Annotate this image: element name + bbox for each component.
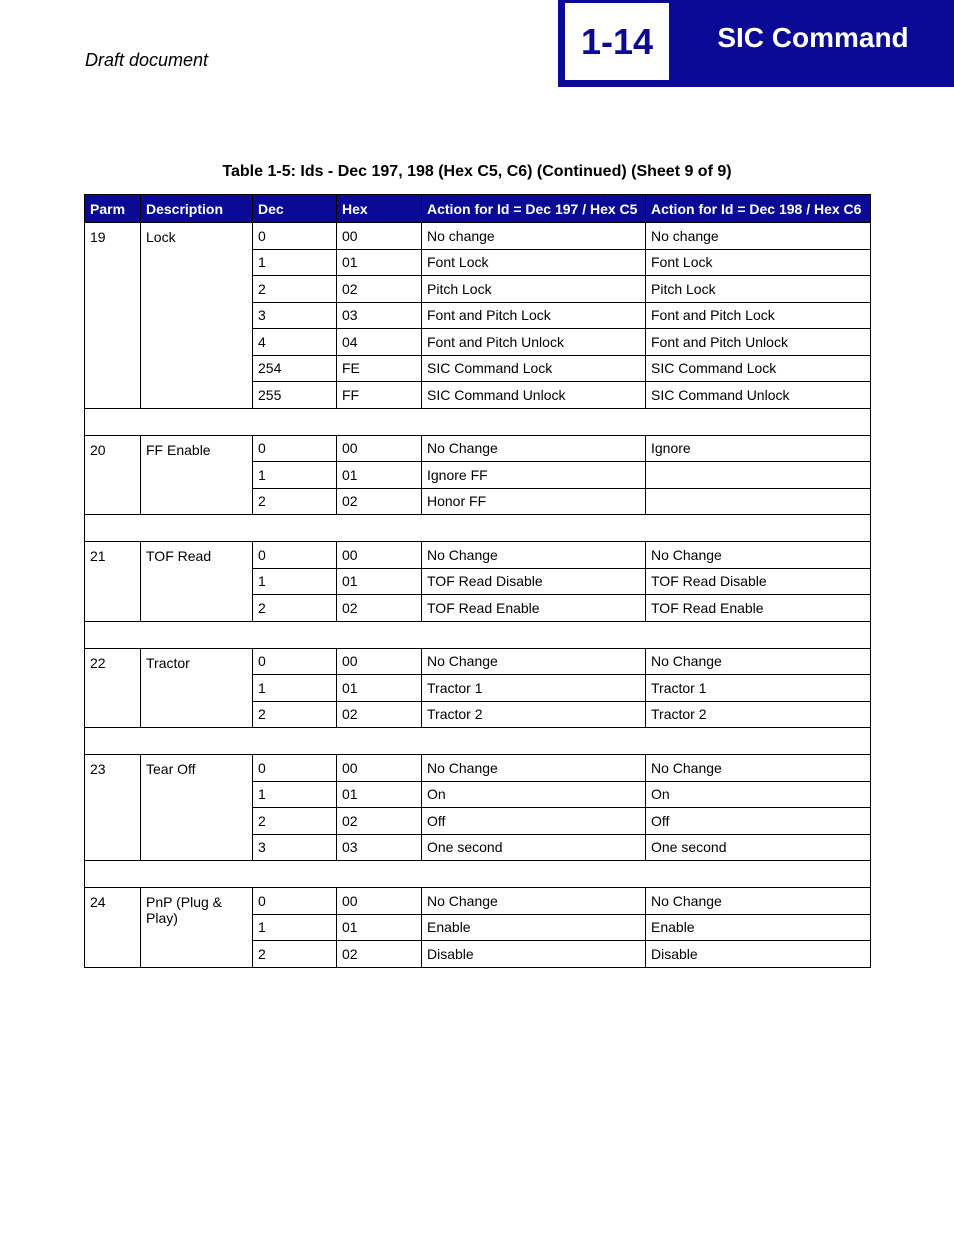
action-c5-cell: On bbox=[422, 781, 646, 808]
group-separator-row bbox=[85, 621, 871, 648]
page-number: 1-14 bbox=[565, 3, 669, 80]
dec-cell: 4 bbox=[253, 329, 337, 356]
action-c5-cell: No change bbox=[422, 223, 646, 250]
action-c6-cell: Enable bbox=[646, 914, 871, 941]
dec-cell: 1 bbox=[253, 249, 337, 276]
action-c6-cell: Disable bbox=[646, 941, 871, 968]
hex-cell: 00 bbox=[337, 648, 422, 675]
action-c6-cell: TOF Read Enable bbox=[646, 595, 871, 622]
dec-cell: 2 bbox=[253, 595, 337, 622]
hex-cell: 01 bbox=[337, 249, 422, 276]
dec-cell: 255 bbox=[253, 382, 337, 409]
dec-cell: 0 bbox=[253, 223, 337, 250]
group-separator-row bbox=[85, 728, 871, 755]
hex-cell: 03 bbox=[337, 302, 422, 329]
action-c6-cell: On bbox=[646, 781, 871, 808]
action-c6-cell: One second bbox=[646, 834, 871, 861]
hex-cell: 03 bbox=[337, 834, 422, 861]
action-c6-cell: Font Lock bbox=[646, 249, 871, 276]
action-c6-cell: Tractor 2 bbox=[646, 701, 871, 728]
hex-cell: 01 bbox=[337, 914, 422, 941]
table-header-row bbox=[85, 195, 871, 223]
dec-cell: 2 bbox=[253, 488, 337, 515]
action-c5-cell: Enable bbox=[422, 914, 646, 941]
dec-cell: 0 bbox=[253, 888, 337, 915]
action-c5-cell: TOF Read Enable bbox=[422, 595, 646, 622]
dec-cell: 254 bbox=[253, 355, 337, 382]
action-c5-cell: TOF Read Disable bbox=[422, 568, 646, 595]
dec-cell: 0 bbox=[253, 648, 337, 675]
dec-cell: 0 bbox=[253, 435, 337, 462]
hex-cell: 02 bbox=[337, 276, 422, 303]
hex-cell: 02 bbox=[337, 595, 422, 622]
action-c6-cell: No Change bbox=[646, 648, 871, 675]
dec-cell: 2 bbox=[253, 701, 337, 728]
column-header-parm: Parm bbox=[85, 195, 141, 223]
section-title: SIC Command bbox=[717, 22, 909, 53]
dec-cell: 1 bbox=[253, 781, 337, 808]
action-c6-cell: Tractor 1 bbox=[646, 675, 871, 702]
draft-label: Draft document bbox=[85, 50, 209, 70]
group-separator-row bbox=[85, 861, 871, 888]
table-body bbox=[85, 223, 871, 968]
action-c6-cell: No Change bbox=[646, 542, 871, 569]
separator-cell bbox=[85, 515, 871, 542]
hex-cell: 04 bbox=[337, 329, 422, 356]
action-c6-cell bbox=[646, 488, 871, 515]
dec-cell: 0 bbox=[253, 755, 337, 782]
action-c5-cell: No Change bbox=[422, 648, 646, 675]
hex-cell: 00 bbox=[337, 435, 422, 462]
dec-cell: 3 bbox=[253, 834, 337, 861]
description-cell: Lock bbox=[141, 223, 253, 409]
action-c5-cell: No Change bbox=[422, 755, 646, 782]
table-row bbox=[85, 435, 871, 462]
action-c5-cell: Off bbox=[422, 808, 646, 835]
parm-cell: 23 bbox=[85, 755, 141, 861]
action-c5-cell: Font and Pitch Lock bbox=[422, 302, 646, 329]
action-c5-cell: Honor FF bbox=[422, 488, 646, 515]
column-header-action-c5: Action for Id = Dec 197 / Hex C5 bbox=[422, 195, 646, 223]
action-c6-cell: Off bbox=[646, 808, 871, 835]
hex-cell: 02 bbox=[337, 808, 422, 835]
action-c6-cell: Font and Pitch Unlock bbox=[646, 329, 871, 356]
hex-cell: 00 bbox=[337, 888, 422, 915]
group-separator-row bbox=[85, 515, 871, 542]
action-c5-cell: Tractor 2 bbox=[422, 701, 646, 728]
table-row bbox=[85, 223, 871, 250]
action-c5-cell: Tractor 1 bbox=[422, 675, 646, 702]
action-c6-cell: SIC Command Unlock bbox=[646, 382, 871, 409]
column-header-hex: Hex bbox=[337, 195, 422, 223]
dec-cell: 1 bbox=[253, 675, 337, 702]
action-c5-cell: Font Lock bbox=[422, 249, 646, 276]
dec-cell: 2 bbox=[253, 808, 337, 835]
hex-cell: 01 bbox=[337, 462, 422, 489]
separator-cell bbox=[85, 728, 871, 755]
hex-cell: 00 bbox=[337, 223, 422, 250]
action-c5-cell: No Change bbox=[422, 888, 646, 915]
table-row bbox=[85, 542, 871, 569]
hex-cell: 01 bbox=[337, 568, 422, 595]
ids-table bbox=[84, 194, 871, 968]
table-caption: Table 1-5: Ids - Dec 197, 198 (Hex C5, C6) (Continued) (Sheet 9 of 9) bbox=[222, 163, 732, 180]
dec-cell: 0 bbox=[253, 542, 337, 569]
action-c5-cell: SIC Command Unlock bbox=[422, 382, 646, 409]
action-c6-cell: No Change bbox=[646, 888, 871, 915]
dec-cell: 1 bbox=[253, 914, 337, 941]
column-header-dec: Dec bbox=[253, 195, 337, 223]
column-header-description: Description bbox=[141, 195, 253, 223]
action-c5-cell: No Change bbox=[422, 435, 646, 462]
dec-cell: 2 bbox=[253, 941, 337, 968]
description-cell: Tear Off bbox=[141, 755, 253, 861]
description-cell: Tractor bbox=[141, 648, 253, 728]
dec-cell: 3 bbox=[253, 302, 337, 329]
action-c5-cell: Font and Pitch Unlock bbox=[422, 329, 646, 356]
action-c5-cell: One second bbox=[422, 834, 646, 861]
action-c6-cell: Font and Pitch Lock bbox=[646, 302, 871, 329]
action-c6-cell: Pitch Lock bbox=[646, 276, 871, 303]
table-row bbox=[85, 648, 871, 675]
action-c5-cell: Disable bbox=[422, 941, 646, 968]
description-cell: TOF Read bbox=[141, 542, 253, 622]
dec-cell: 1 bbox=[253, 462, 337, 489]
hex-cell: 02 bbox=[337, 701, 422, 728]
hex-cell: 02 bbox=[337, 488, 422, 515]
description-cell: PnP (Plug & Play) bbox=[141, 888, 253, 968]
action-c6-cell bbox=[646, 462, 871, 489]
action-c6-cell: No change bbox=[646, 223, 871, 250]
hex-cell: 00 bbox=[337, 755, 422, 782]
action-c6-cell: TOF Read Disable bbox=[646, 568, 871, 595]
hex-cell: FE bbox=[337, 355, 422, 382]
separator-cell bbox=[85, 408, 871, 435]
action-c6-cell: No Change bbox=[646, 755, 871, 782]
parm-cell: 19 bbox=[85, 223, 141, 409]
column-header-action-c6: Action for Id = Dec 198 / Hex C6 bbox=[646, 195, 871, 223]
action-c5-cell: SIC Command Lock bbox=[422, 355, 646, 382]
table-row bbox=[85, 888, 871, 915]
separator-cell bbox=[85, 621, 871, 648]
parm-cell: 21 bbox=[85, 542, 141, 622]
dec-cell: 1 bbox=[253, 568, 337, 595]
description-cell: FF Enable bbox=[141, 435, 253, 515]
parm-cell: 22 bbox=[85, 648, 141, 728]
hex-cell: 02 bbox=[337, 941, 422, 968]
parm-cell: 24 bbox=[85, 888, 141, 968]
parm-cell: 20 bbox=[85, 435, 141, 515]
hex-cell: 00 bbox=[337, 542, 422, 569]
hex-cell: FF bbox=[337, 382, 422, 409]
dec-cell: 2 bbox=[253, 276, 337, 303]
action-c6-cell: Ignore bbox=[646, 435, 871, 462]
hex-cell: 01 bbox=[337, 675, 422, 702]
action-c5-cell: Pitch Lock bbox=[422, 276, 646, 303]
separator-cell bbox=[85, 861, 871, 888]
table-row bbox=[85, 755, 871, 782]
action-c5-cell: No Change bbox=[422, 542, 646, 569]
group-separator-row bbox=[85, 408, 871, 435]
action-c6-cell: SIC Command Lock bbox=[646, 355, 871, 382]
action-c5-cell: Ignore FF bbox=[422, 462, 646, 489]
hex-cell: 01 bbox=[337, 781, 422, 808]
